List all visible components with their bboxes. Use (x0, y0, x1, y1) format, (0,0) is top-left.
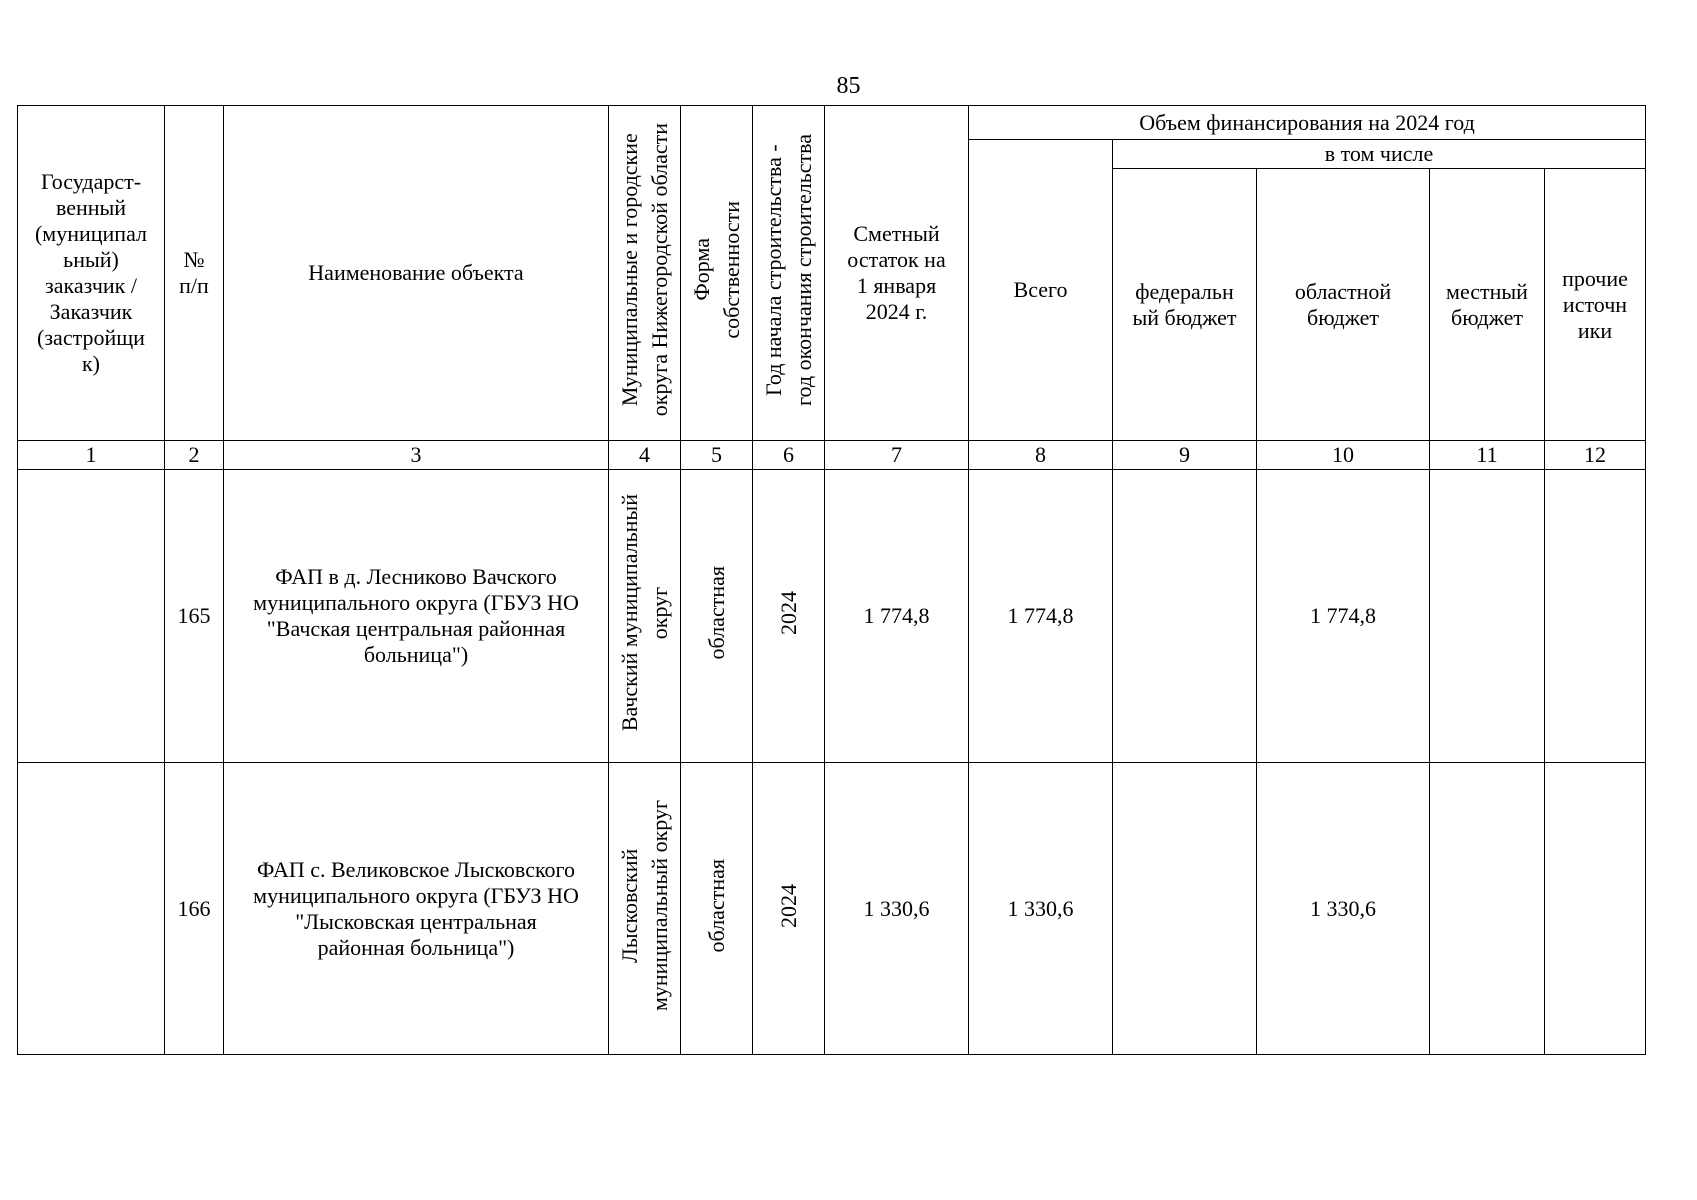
row-ownership-text: областная (703, 858, 729, 953)
header-regional-label: областной бюджет (1294, 278, 1392, 330)
header-federal-label: федеральн ый бюджет (1132, 278, 1237, 330)
column-number: 5 (681, 441, 753, 470)
column-number: 9 (1113, 441, 1257, 470)
header-funding (969, 106, 1646, 140)
row-municipality-text: Лысковский муниципальный округ (616, 799, 672, 1011)
header-object-name-label: Наименование объекта (308, 260, 524, 285)
header-federal (1113, 169, 1257, 441)
header-number (165, 106, 224, 441)
row-number: 166 (165, 763, 224, 1055)
column-number: 11 (1430, 441, 1545, 470)
header-regional (1257, 169, 1430, 441)
row-municipality (609, 470, 681, 763)
header-other-label: прочие источн ики (1562, 265, 1628, 343)
row-local (1430, 763, 1545, 1055)
row-total: 1 774,8 (969, 470, 1113, 763)
header-customer (18, 106, 165, 441)
column-number: 1 (18, 441, 165, 470)
table-row (18, 470, 1646, 763)
row-regional: 1 330,6 (1257, 763, 1430, 1055)
header-ownership-label: Форма собственности (688, 201, 744, 339)
row-object-name (224, 470, 609, 763)
header-years (753, 106, 825, 441)
header-municipalities (609, 106, 681, 441)
row-customer (18, 763, 165, 1055)
header-local-label: местный бюджет (1446, 278, 1528, 330)
header-customer-label: Государст- венный (муниципал ьный) заказчик / Заказчик (застройщи к) (34, 169, 148, 376)
column-number: 2 (165, 441, 224, 470)
header-total-label: Всего (1013, 277, 1068, 302)
header-local (1430, 169, 1545, 441)
row-years (753, 763, 825, 1055)
column-number: 4 (609, 441, 681, 470)
row-object-name-text: ФАП в д. Лесниково Вачского муниципального округа (ГБУЗ НО "Вачская центральная районная больница") (253, 564, 579, 667)
column-number: 10 (1257, 441, 1430, 470)
row-number: 165 (165, 470, 224, 763)
row-object-name-text: ФАП с. Великовское Лысковского муниципального округа (ГБУЗ НО "Лысковская центральная районная больница") (253, 856, 579, 960)
header-estimate (825, 106, 969, 441)
row-customer (18, 470, 165, 763)
header-municipalities-label: Муниципальные и городские округа Нижегородской области (616, 123, 672, 417)
header-other (1545, 169, 1646, 441)
header-ownership (681, 106, 753, 441)
investment-table (17, 105, 1646, 1055)
column-number-row (18, 441, 1646, 470)
column-number: 6 (753, 441, 825, 470)
column-number: 8 (969, 441, 1113, 470)
row-years (753, 470, 825, 763)
row-ownership (681, 763, 753, 1055)
row-years-text: 2024 (775, 591, 801, 635)
header-including (1113, 140, 1646, 169)
row-regional: 1 774,8 (1257, 470, 1430, 763)
header-funding-label: Объем финансирования на 2024 год (1139, 109, 1475, 135)
row-years-text: 2024 (775, 883, 801, 928)
header-estimate-label: Сметный остаток на 1 января 2024 г. (847, 221, 946, 324)
row-object-name (224, 763, 609, 1055)
row-local (1430, 470, 1545, 763)
row-federal (1113, 763, 1257, 1055)
row-total: 1 330,6 (969, 763, 1113, 1055)
page-number: 85 (836, 73, 861, 99)
row-ownership-text: областная (703, 566, 729, 660)
row-estimate: 1 774,8 (825, 470, 969, 763)
header-including-label: в том числе (1324, 141, 1434, 166)
row-municipality (609, 763, 681, 1055)
column-number: 7 (825, 441, 969, 470)
column-number: 3 (224, 441, 609, 470)
column-number: 12 (1545, 441, 1646, 470)
header-years-label: Год начала строительства - год окончания строительства (760, 134, 816, 406)
row-other (1545, 470, 1646, 763)
table-row (18, 763, 1646, 1055)
header-total (969, 140, 1113, 441)
row-other (1545, 763, 1646, 1055)
row-municipality-text: Вачский муниципальный округ (616, 494, 672, 732)
row-federal (1113, 470, 1257, 763)
row-ownership (681, 470, 753, 763)
row-estimate: 1 330,6 (825, 763, 969, 1055)
header-number-label: № п/п (179, 247, 209, 298)
header-object-name (224, 106, 609, 441)
